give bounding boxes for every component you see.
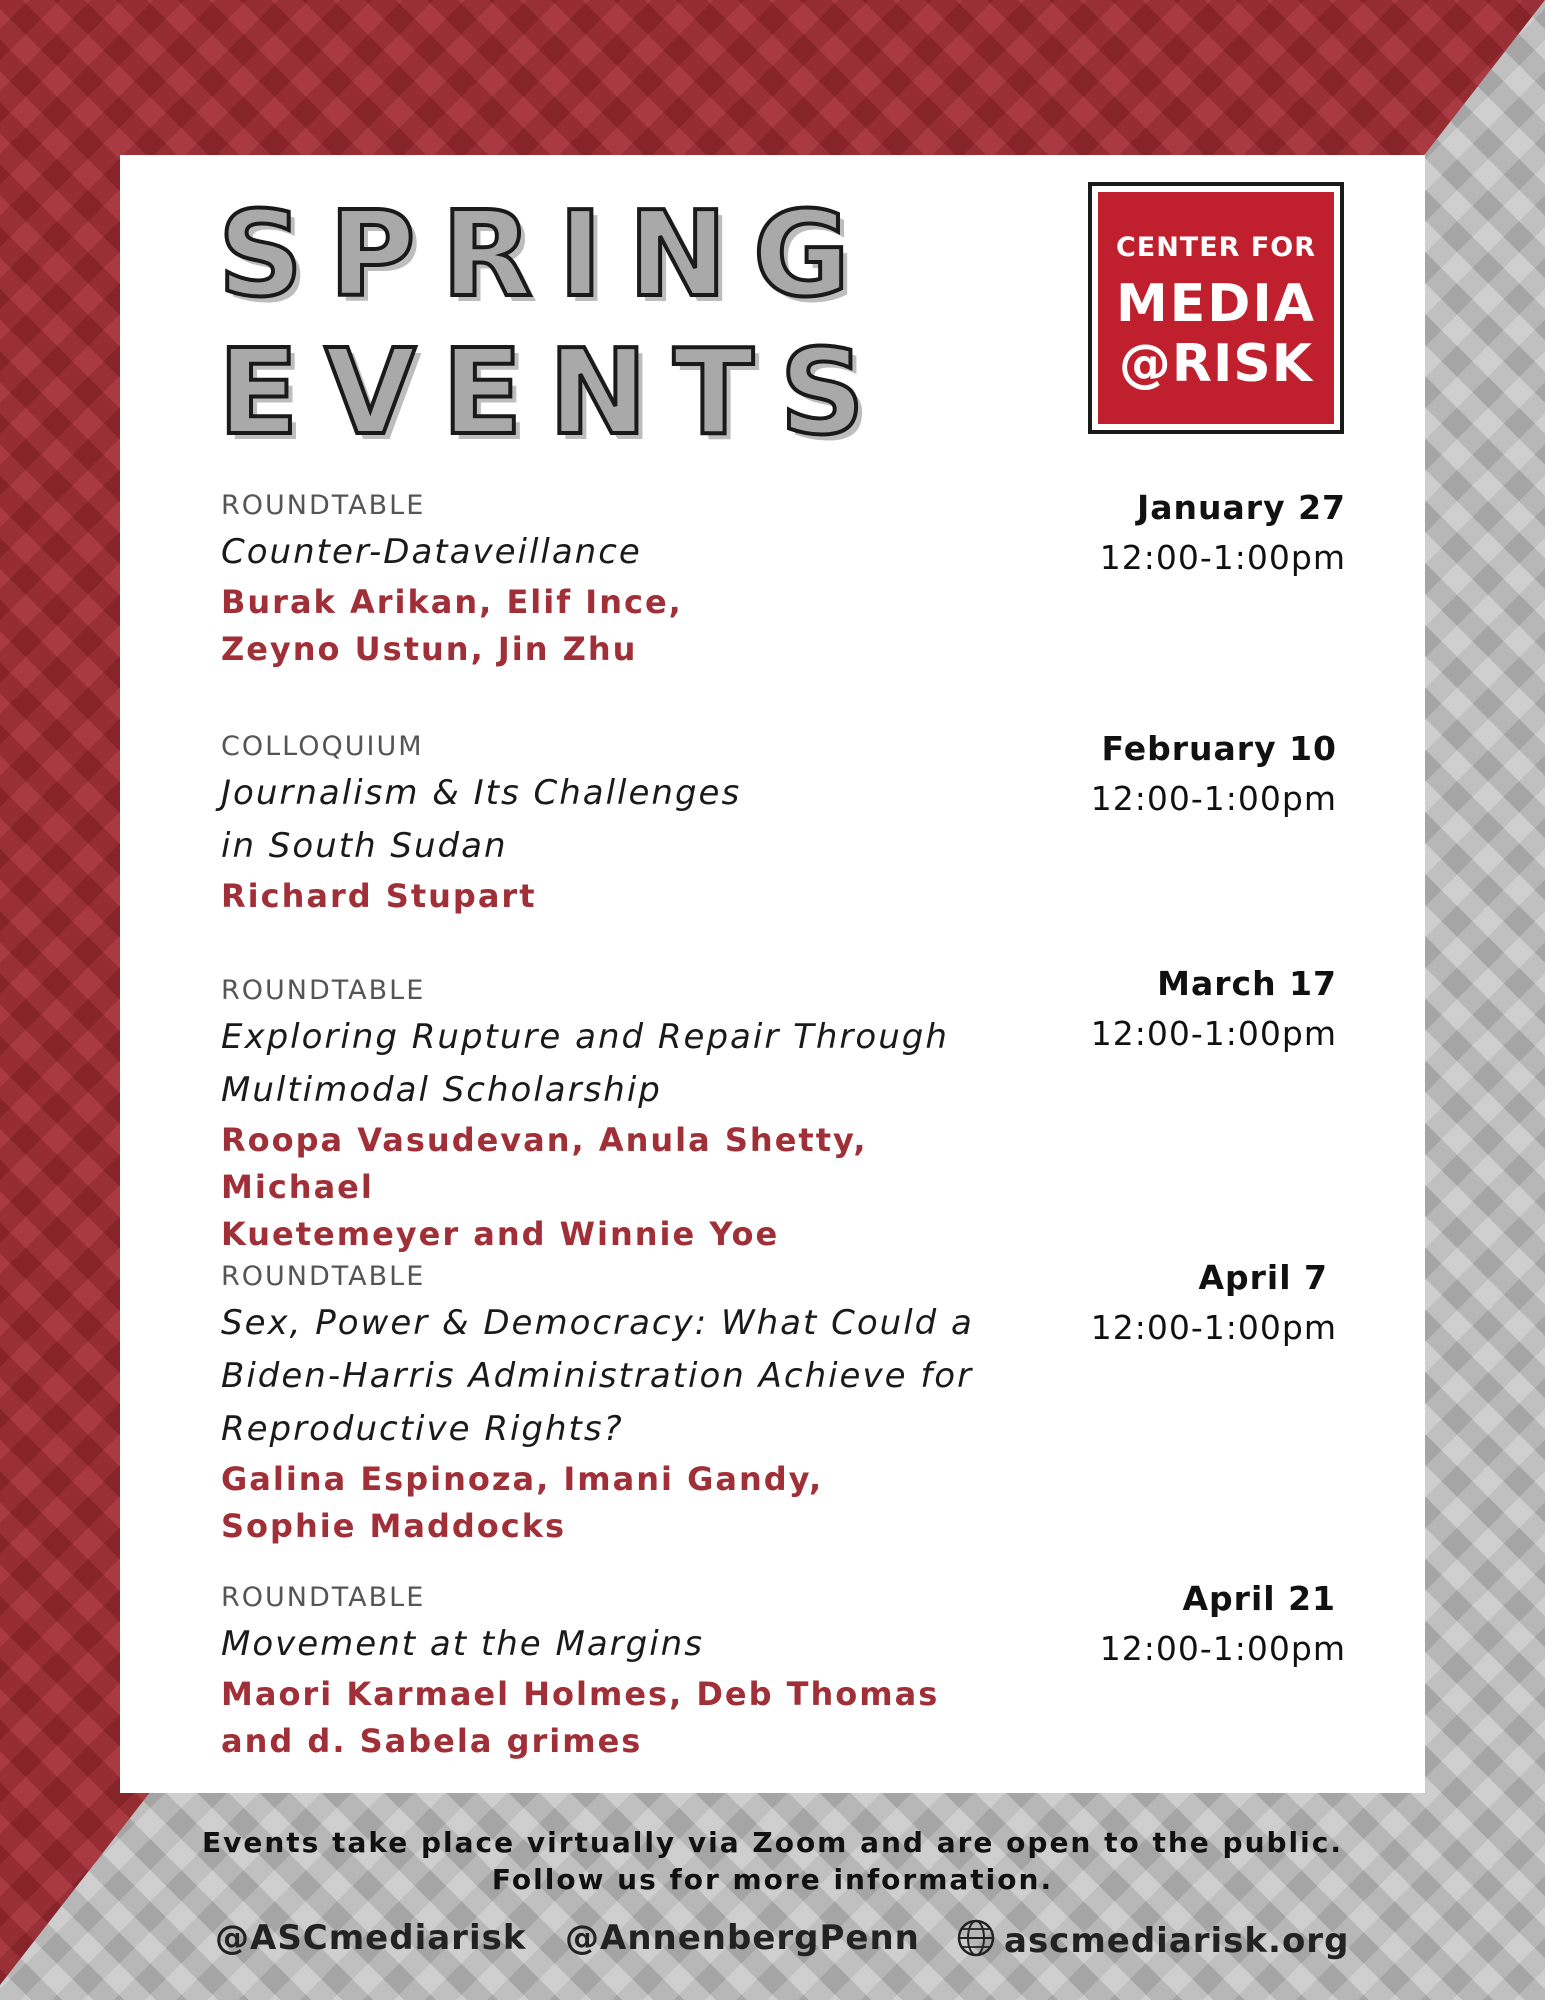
event-item	[221, 1578, 1031, 1765]
page-title	[218, 185, 891, 461]
website-link[interactable]	[956, 1918, 1349, 1967]
center-logo	[1088, 182, 1344, 434]
event-title: Sex, Power & Democracy: What Could a	[221, 1303, 974, 1343]
event-speakers: Roopa Vasudevan, Anula Shetty, Michael	[221, 1121, 868, 1206]
event-title: in South Sudan	[221, 826, 508, 866]
event-type: ROUNDTABLE	[221, 975, 426, 1006]
event-speakers: Zeyno Ustun, Jin Zhu	[221, 630, 638, 668]
event-title: Reproductive Rights?	[221, 1409, 624, 1449]
event-title: Journalism & Its Challenges	[221, 773, 742, 813]
logo-line-1: CENTER FOR	[1115, 232, 1317, 263]
twitter-handle-asc[interactable]: @ASCmediarisk	[215, 1918, 527, 1958]
twitter-handle-annenberg[interactable]: @AnnenbergPenn	[565, 1918, 920, 1958]
logo-line-3: @RISK	[1118, 334, 1314, 394]
event-date: February 10	[1101, 729, 1337, 768]
event-title: Counter-Dataveillance	[221, 532, 642, 572]
event-time: 12:00-1:00pm	[1090, 1308, 1337, 1347]
event-speakers: Kuetemeyer and Winnie Yoe	[221, 1215, 780, 1253]
logo-box	[1098, 192, 1334, 424]
title-line-2: EVENTS	[218, 323, 891, 461]
event-time: 12:00-1:00pm	[1090, 1014, 1337, 1053]
event-date: March 17	[1157, 964, 1337, 1003]
event-item	[221, 486, 1031, 673]
event-item	[221, 1257, 1031, 1550]
event-date: January 27	[1137, 488, 1346, 527]
title-line-1: SPRING	[218, 185, 876, 323]
logo-line-2: MEDIA	[1115, 274, 1317, 334]
event-title: Multimodal Scholarship	[221, 1070, 662, 1110]
globe-icon	[956, 1918, 996, 1967]
website-label: ascmediarisk.org	[1004, 1921, 1350, 1961]
event-title: Exploring Rupture and Repair Through	[221, 1017, 949, 1057]
event-type: ROUNDTABLE	[221, 1261, 426, 1292]
event-speakers: Galina Espinoza, Imani Gandy,	[221, 1460, 824, 1498]
event-date: April 7	[1198, 1258, 1328, 1297]
event-type: ROUNDTABLE	[221, 1582, 426, 1613]
event-title: Movement at the Margins	[221, 1624, 704, 1664]
event-date: April 21	[1182, 1579, 1336, 1618]
event-speakers: Richard Stupart	[221, 877, 537, 915]
event-item	[221, 971, 1031, 1258]
event-speakers: Sophie Maddocks	[221, 1507, 567, 1545]
footer-note: Events take place virtually via Zoom and are open to the public.	[201, 1826, 1343, 1859]
event-speakers: and d. Sabela grimes	[221, 1722, 643, 1760]
event-type: ROUNDTABLE	[221, 490, 426, 521]
event-item	[221, 727, 1031, 920]
event-time: 12:00-1:00pm	[1099, 1629, 1346, 1668]
event-time: 12:00-1:00pm	[1099, 538, 1346, 577]
event-speakers: Burak Arikan, Elif Ince,	[221, 583, 683, 621]
event-time: 12:00-1:00pm	[1090, 779, 1337, 818]
event-speakers: Maori Karmael Holmes, Deb Thomas	[221, 1675, 940, 1713]
event-type: COLLOQUIUM	[221, 731, 424, 762]
footer-note: Follow us for more information.	[491, 1863, 1054, 1896]
event-title: Biden-Harris Administration Achieve for	[221, 1356, 974, 1396]
